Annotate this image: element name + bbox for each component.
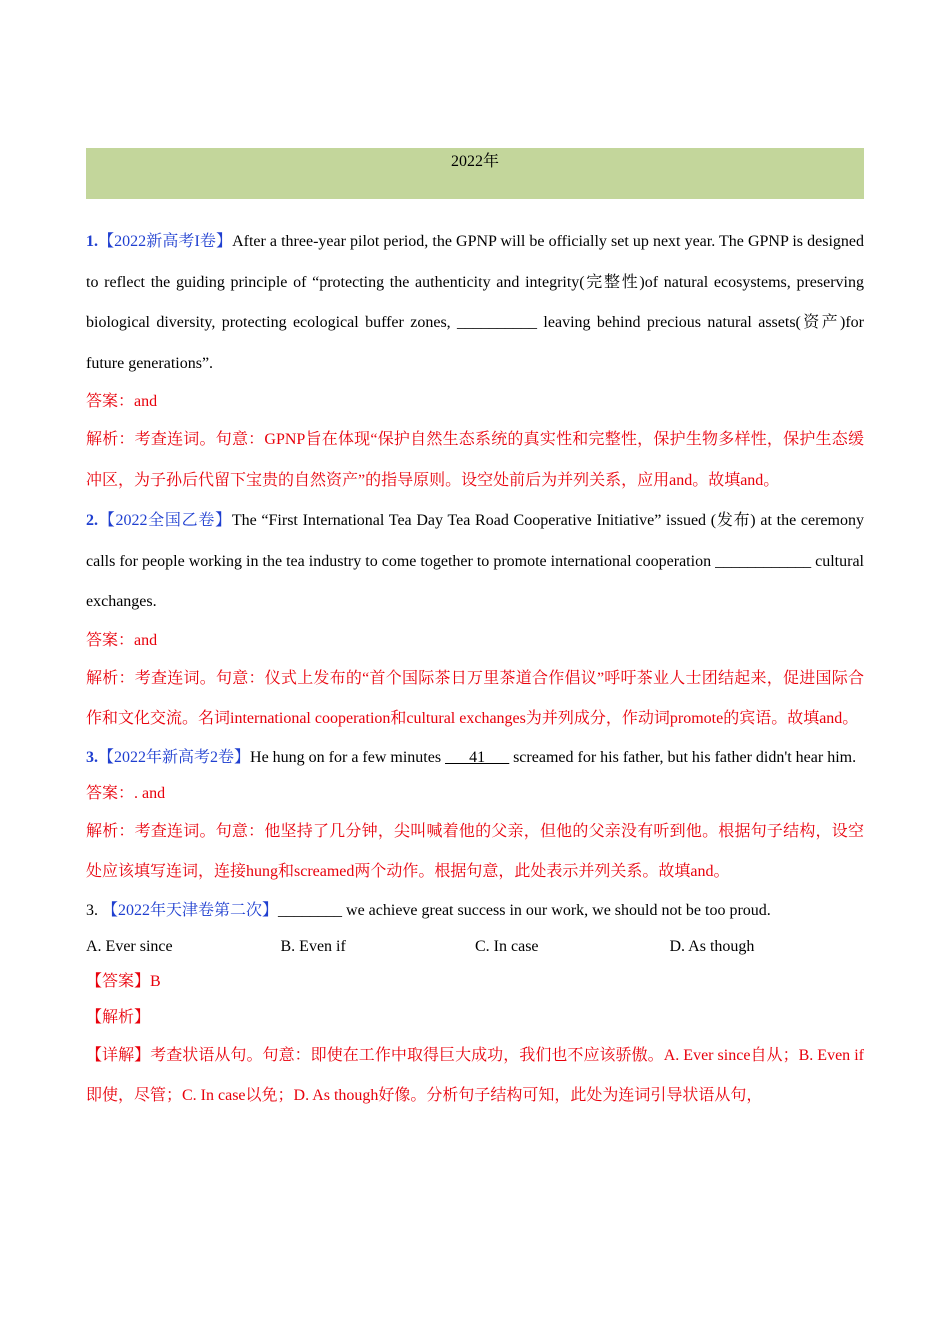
question-4 <box>86 893 864 929</box>
question-2 <box>86 501 864 623</box>
question-2-answer: 答案：and <box>86 631 158 649</box>
question-1-text: After a three-year pilot period, the GPNP will be officially set up next year. The GPNP is designed to reflect the guiding principle of “protecting the authenticity and integrity(完整性)of natural ecosystems, preserving biological diversity, protecting ecological buffer zones, __________ leaving behind precious natural assets(资产)for future generations”. <box>86 233 864 372</box>
question-1-analysis: 解析：考查连词。句意：GPNP旨在体现“保护自然生态系统的真实性和完整性，保护生物多样性，保护生态缓冲区，为子孙后代留下宝贵的自然资产”的指导原则。设空处前后为并列关系，应用and。故填and。 <box>86 431 864 489</box>
option-b: B. Even if <box>280 937 346 955</box>
option-c: C. In case <box>475 937 539 955</box>
year-banner <box>86 148 864 199</box>
question-3-number: 3. <box>86 748 98 766</box>
question-1-answer: 答案：and <box>86 393 158 410</box>
question-3-answer: 答案：. and <box>86 784 166 802</box>
question-4-detail: 【详解】考查状语从句。句意：即使在工作中取得巨大成功，我们也不应该骄傲。A. Ever since自从；B. Even if即使，尽管；C. In case以免；D. As though好像。分析句子结构可知，此处为连词引导状语从句， <box>86 1046 864 1104</box>
question-4-number: 3. <box>86 901 98 919</box>
question-1-source: 【2022新高考I卷】 <box>98 233 233 250</box>
question-4-analysis-label: 【解析】 <box>86 1008 151 1026</box>
question-1-number: 1. <box>86 233 98 250</box>
option-d: D. As though <box>669 937 755 955</box>
question-2-text: The “First International Tea Day Tea Road Cooperative Initiative” issued (发布) at the ceremony calls for people working in the tea industry to come together to promote international cooperation ____________ cultural exchanges. <box>86 512 864 610</box>
question-3-analysis: 解析：考查连词。句意：他坚持了几分钟，尖叫喊着他的父亲，但他的父亲没有听到他。根据句子结构，设空处应该填写连词，连接hung和screamed两个动作。根据句意，此处表示并列关系。故填and。 <box>86 822 864 880</box>
question-4-answer: 【答案】B <box>86 972 161 990</box>
question-2-number: 2. <box>86 512 98 529</box>
question-4-text: ________ we achieve great success in our work, we should not be too proud. <box>278 901 771 919</box>
question-2-analysis: 解析：考查连词。句意：仪式上发布的“首个国际茶日万里茶道合作倡议”呼吁茶业人士团结起来，促进国际合作和文化交流。名词international cooperation和cultural exchanges为并列成分，作动词promote的宾语。故填and。 <box>86 669 864 727</box>
question-list <box>86 222 864 1117</box>
question-4-source: 【2022年天津卷第二次】 <box>102 901 279 919</box>
question-3-text-before: He hung on for a few minutes <box>250 748 446 766</box>
question-1 <box>86 222 864 384</box>
document-page <box>86 148 864 1117</box>
question-3 <box>86 740 864 776</box>
question-2-source: 【2022全国乙卷】 <box>98 512 232 529</box>
question-3-text-after: screamed for his father, but his father didn't hear him. <box>509 748 857 766</box>
option-a: A. Ever since <box>86 937 173 955</box>
question-3-blank: ___41___ <box>445 748 510 766</box>
year-heading: 2022年 <box>450 153 499 170</box>
question-4-options <box>86 929 864 964</box>
question-3-source: 【2022年新高考2卷】 <box>98 748 251 766</box>
